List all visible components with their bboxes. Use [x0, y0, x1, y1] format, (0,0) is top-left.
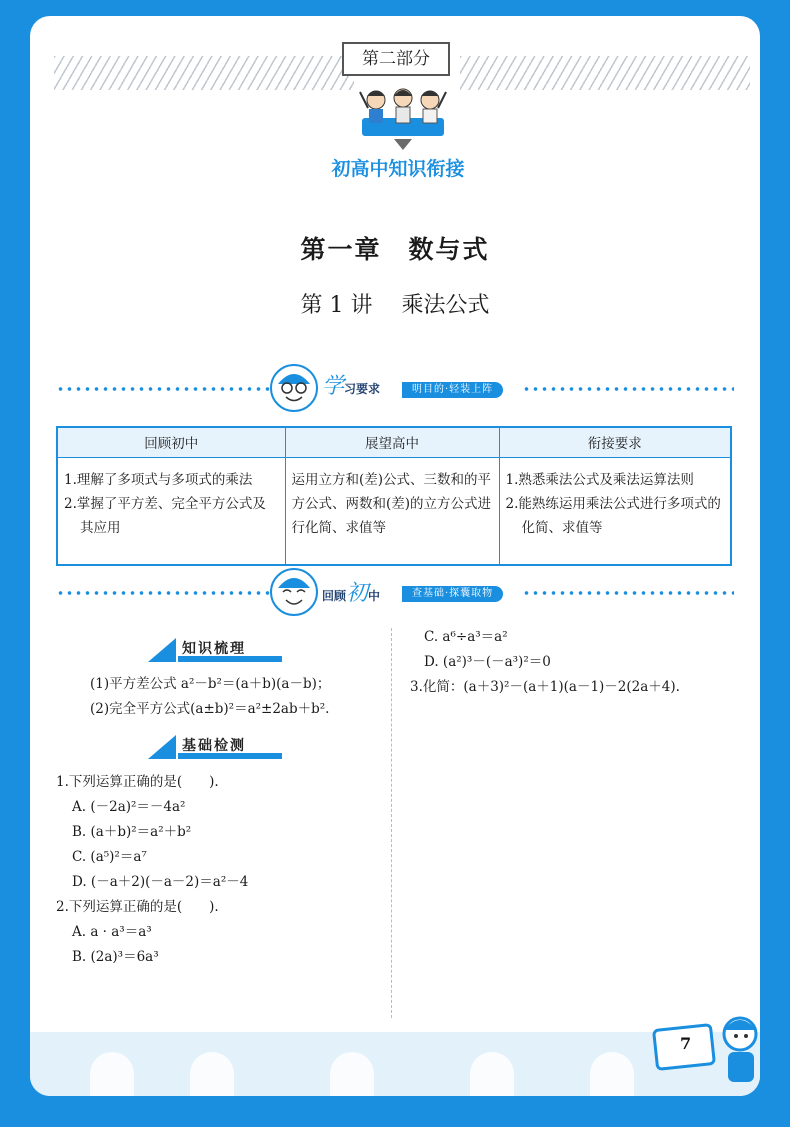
section-heading-small-text: 回顾 [322, 589, 347, 603]
decor-wave [330, 1052, 374, 1096]
dotted-divider [522, 591, 734, 595]
heading-triangle-icon [148, 638, 176, 662]
section-pill-learning: 明目的·轻装上阵 [402, 382, 503, 398]
heading-triangle-icon [148, 735, 176, 759]
section-heading-review [322, 576, 380, 607]
question-line: 1.下列运算正确的是( ). [56, 774, 219, 790]
question-line: 2.下列运算正确的是( ). [56, 899, 219, 915]
knowledge-heading: 知识梳理 [182, 641, 246, 657]
table-cell [57, 457, 285, 565]
option-line: C. a⁶÷a³＝a² [424, 629, 508, 645]
part-label: 第二部分 [342, 42, 450, 76]
option-line: D. (a²)³－(－a³)²＝0 [424, 654, 551, 670]
section-heading-big-char: 学 [322, 374, 345, 399]
page-sheet [30, 16, 760, 1096]
table-header: 回顾初中 [57, 427, 285, 457]
option-line: A. (－2a)²＝－4a² [72, 799, 186, 815]
list-item: 2.能熟练运用乘法公式进行多项式的化简、求值等 [505, 495, 721, 536]
decor-stripe-right [460, 56, 750, 90]
children-illustration [358, 82, 448, 138]
decor-wave [90, 1052, 134, 1096]
table-cell [499, 457, 731, 565]
chapter-title: 第一章 数与式 [300, 235, 490, 264]
list-item: 1.熟悉乘法公式及乘法运算法则 [505, 471, 694, 488]
decor-wave [470, 1052, 514, 1096]
page-number: 7 [680, 1034, 692, 1053]
mascot-reader-icon [704, 1008, 764, 1088]
column-divider [391, 628, 392, 1018]
table-cell [285, 457, 499, 565]
test-heading: 基础检测 [182, 738, 246, 754]
knowledge-heading-bar [148, 638, 284, 662]
section-heading-learning [322, 369, 380, 400]
option-line: C. (a⁵)²＝a⁷ [72, 849, 147, 865]
decor-stripe-left [54, 56, 354, 90]
dotted-divider [56, 591, 272, 595]
table-header: 衔接要求 [499, 427, 731, 457]
lesson-title: 第 1 讲 乘法公式 [300, 293, 490, 318]
question-line: 3.化简：(a＋3)²－(a＋1)(a－1)－2(2a＋4). [410, 679, 680, 695]
part-subtitle: 初高中知识衔接 [331, 158, 465, 180]
section-heading-big-char: 初 [346, 581, 369, 606]
requirements-table [56, 426, 732, 566]
section-heading-small-text: 中 [368, 589, 381, 603]
dotted-divider [56, 387, 272, 391]
list-item: 2.掌握了平方差、完全平方公式及其应用 [64, 495, 266, 536]
table-row [57, 457, 731, 565]
mascot-face-icon [270, 568, 318, 616]
dotted-divider [522, 387, 734, 391]
option-line: B. (2a)³＝6a³ [72, 949, 159, 965]
list-item: 运用立方和(差)公式、三数和的平方公式、两数和(差)的立方公式进行化简、求值等 [291, 471, 492, 536]
down-triangle-icon [394, 139, 412, 150]
option-line: A. a · a³＝a³ [72, 924, 152, 940]
formula-line: (1)平方差公式 a²－b²＝(a＋b)(a－b)； [90, 676, 331, 692]
option-line: D. (－a＋2)(－a－2)＝a²－4 [72, 874, 249, 890]
decor-wave [190, 1052, 234, 1096]
table-header: 展望高中 [285, 427, 499, 457]
decor-wave [590, 1052, 634, 1096]
section-pill-review: 查基础·探囊取物 [402, 586, 503, 602]
section-heading-small-text: 习要求 [344, 382, 381, 396]
option-line: B. (a＋b)²＝a²＋b² [72, 824, 192, 840]
bottom-band [30, 1032, 760, 1096]
mascot-face-icon [270, 364, 318, 412]
list-item: 1.理解了多项式与多项式的乘法 [64, 471, 253, 488]
test-heading-bar [148, 735, 284, 759]
formula-line: (2)完全平方公式(a±b)²＝a²±2ab＋b². [90, 701, 330, 717]
table-header-row [57, 427, 731, 457]
